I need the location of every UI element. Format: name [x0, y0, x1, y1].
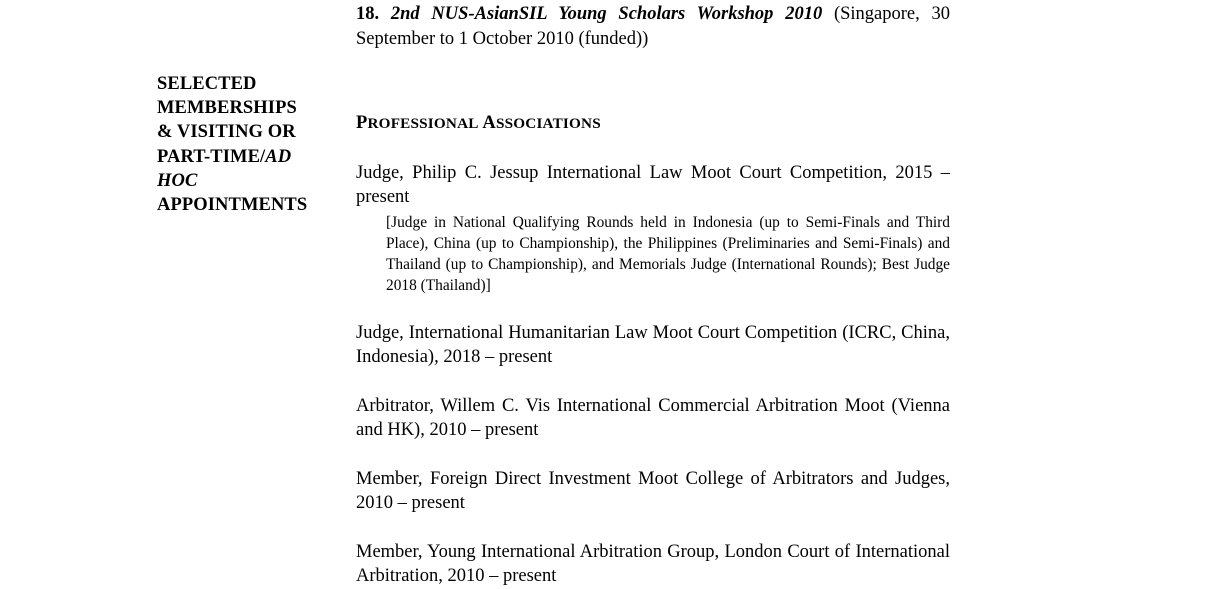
- heading-rest-associations: SSOCIATIONS: [495, 115, 601, 132]
- association-entry-3: Arbitrator, Willem C. Vis International Commercial Arbitration Moot (Vienna and HK), 2010 – present: [356, 395, 950, 441]
- association-entry-5: Member, Young International Arbitration Group, London Court of International Arbitration, 2010 – present: [356, 541, 950, 587]
- section-label-line-2: MEMBERSHIPS: [157, 98, 297, 119]
- entry-number: 18.: [356, 4, 380, 24]
- section-label-line-3: & VISITING OR: [157, 122, 296, 143]
- heading-rest-professional: ROFESSIONAL: [367, 115, 479, 132]
- heading-cap-p: P: [356, 113, 368, 133]
- heading-cap-a: A: [482, 113, 496, 133]
- association-entry-2: Judge, International Humanitarian Law Moot Court Competition (ICRC, China, Indonesia), 2018 – present: [356, 322, 950, 368]
- entry-detail: (Singapore, 30 September to 1 October 2010 (funded)): [356, 4, 951, 49]
- numbered-entry-18: [356, 0, 950, 51]
- section-label-line-4-italic: AD: [265, 146, 292, 167]
- subsection-heading-professional-associations: [356, 51, 950, 137]
- section-label-line-5-italic: HOC: [157, 170, 198, 191]
- association-entry-1: Judge, Philip C. Jessup International Law Moot Court Competition, 2015 – present: [356, 162, 950, 207]
- section-label: [157, 72, 342, 217]
- entry-title-italic: 2nd NUS-AsianSIL Young Scholars Workshop 2010: [390, 4, 823, 24]
- association-entry-4: Member, Foreign Direct Investment Moot College of Arbitrators and Judges, 2010 – present: [356, 468, 950, 514]
- section-label-line-1: SELECTED: [157, 74, 257, 94]
- section-label-column: [157, 72, 342, 217]
- section-label-line-6: APPOINTMENTS: [157, 195, 308, 216]
- content-column: [356, 0, 950, 589]
- association-entry-1-note: [Judge in National Qualifying Rounds held in Indonesia (up to Semi-Finals and Third Place), China (up to Championship), the Philippines (Preliminaries and Semi-Finals) and Thailand (up to Championship), and Memorials Judge (International Rounds); Best Judge 2018 (Thailand)]: [386, 213, 950, 295]
- section-label-line-4: PART-TIME/: [157, 146, 266, 167]
